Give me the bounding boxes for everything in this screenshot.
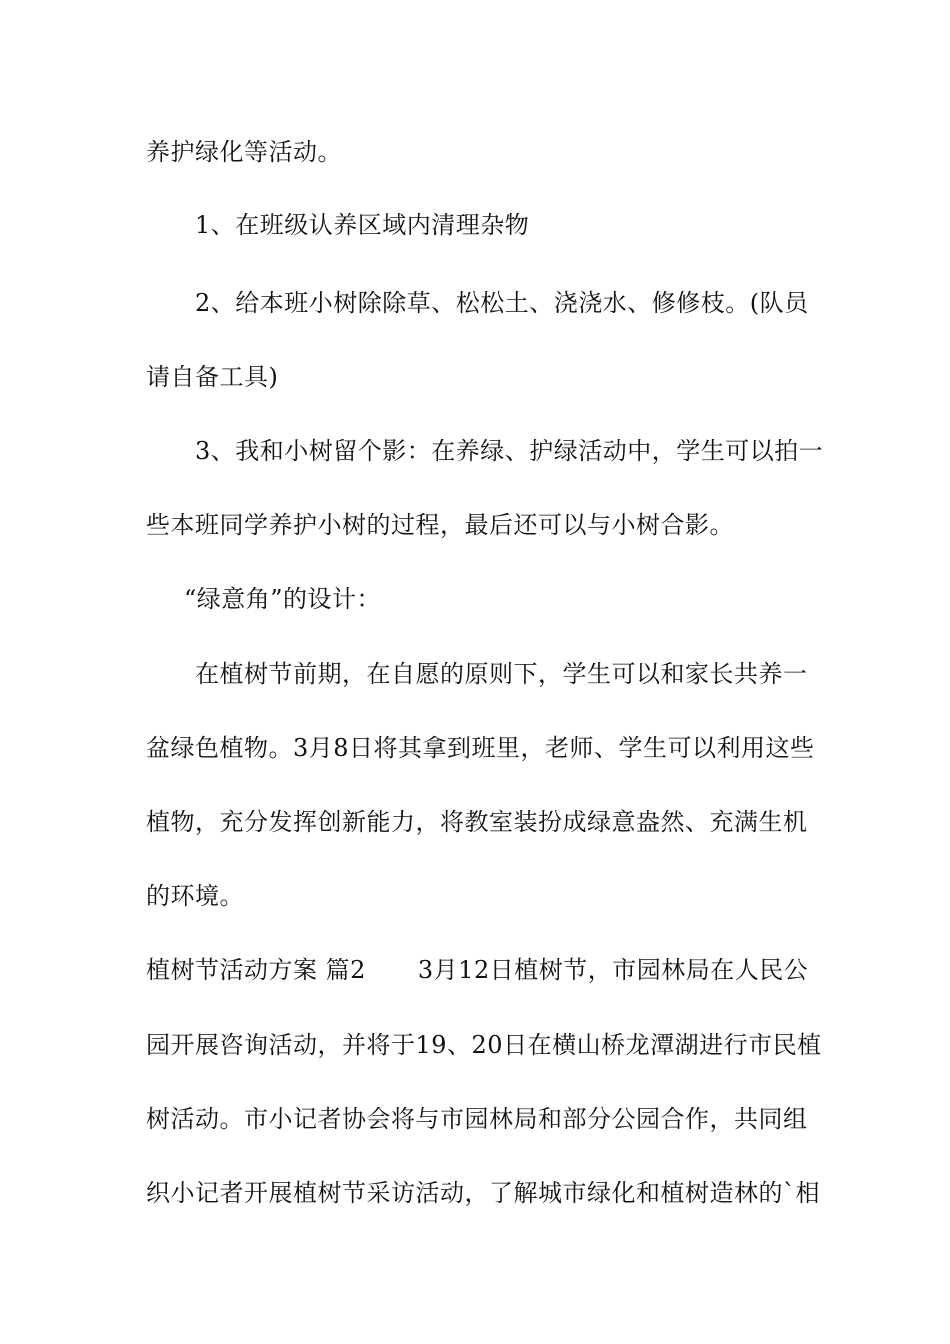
section-heading: 植树节活动方案 篇2 [146, 956, 366, 984]
paragraph-line: 织小记者开展植树节采访活动，了解城市绿化和植树造林的`相 [146, 1179, 820, 1207]
paragraph-line: 些本班同学养护小树的过程，最后还可以与小树合影。 [146, 511, 734, 539]
paragraph-line: 1、在班级认养区域内清理杂物 [195, 211, 530, 239]
section-heading-line [146, 950, 811, 990]
paragraph-line: 2、给本班小树除除草、松松土、浇浇水、修修枝。(队员 [195, 289, 809, 317]
paragraph-line: 园开展咨询活动，并将于19、20日在横山桥龙潭湖进行市民植 [146, 1031, 822, 1059]
paragraph-line: 3、我和小树留个影：在养绿、护绿活动中，学生可以拍一 [195, 437, 824, 465]
section-first-line: 3月12日植树节，市园林局在人民公 [417, 956, 809, 984]
paragraph-line: 在植树节前期，在自愿的原则下，学生可以和家长共养一 [195, 660, 808, 688]
paragraph-line: 盆绿色植物。3月8日将其拿到班里，老师、学生可以利用这些 [146, 734, 815, 762]
paragraph-line: “绿意角”的设计： [184, 585, 382, 613]
paragraph-line: 树活动。市小记者协会将与市园林局和部分公园合作，共同组 [146, 1105, 808, 1133]
paragraph-line: 养护绿化等活动。 [146, 138, 342, 166]
paragraph-line: 的环境。 [146, 882, 244, 910]
paragraph-line: 请自备工具) [146, 363, 279, 391]
paragraph-line: 植物，充分发挥创新能力，将教室装扮成绿意盎然、充满生机 [146, 808, 808, 836]
